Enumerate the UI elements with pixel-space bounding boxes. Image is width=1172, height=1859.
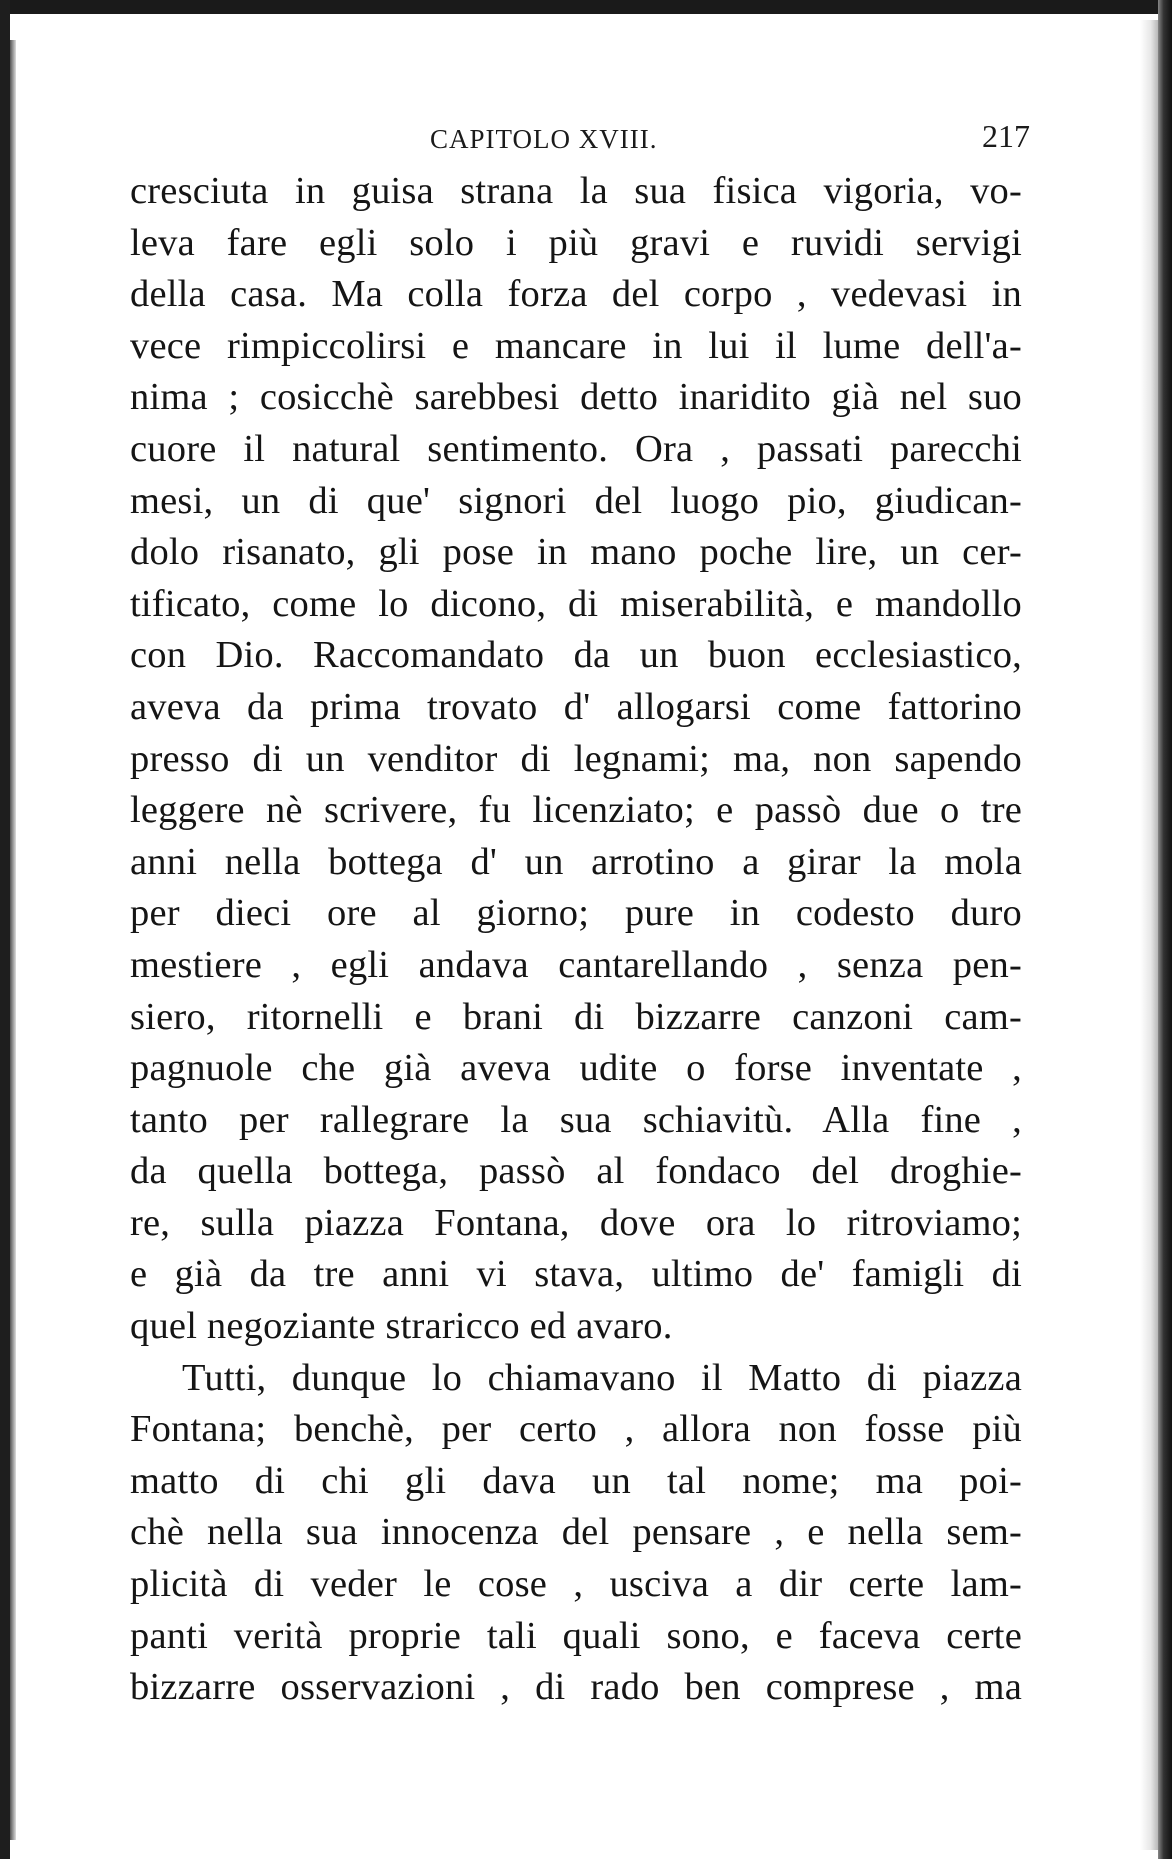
text-line: della casa. Ma colla forza del corpo , vedevasi in [130, 273, 1022, 316]
text-line: bizzarre osservazioni , di rado ben comprese , ma [130, 1666, 1022, 1709]
text-line: cresciuta in guisa strana la sua fisica vigoria, vo- [130, 170, 1022, 212]
text-line: tanto per rallegrare la sua schiavitù. Alla fine , [130, 1098, 1022, 1141]
text-line: mesi, un di que' signori del luogo pio, giudican- [130, 479, 1022, 522]
text-line: leva fare egli solo i più gravi e ruvidi servigi [130, 221, 1022, 264]
text-line: tificato, come lo dicono, di miserabilità, e mandollo [130, 582, 1022, 625]
text-line: re, sulla piazza Fontana, dove ora lo ritroviamo; [130, 1201, 1022, 1244]
text-line: nima ; cosicchè sarebbesi detto inaridito già nel suo [130, 376, 1022, 419]
text-line: leggere nè scrivere, fu licenziato; e passò due o tre [130, 789, 1022, 832]
page-header [130, 118, 1030, 162]
text-line: chè nella sua innocenza del pensare , e nella sem- [130, 1511, 1022, 1554]
text-line: siero, ritornelli e brani di bizzarre canzoni cam- [130, 995, 1022, 1038]
text-line: plicità di veder le cose , usciva a dir certe lam- [130, 1563, 1022, 1606]
text-line: quel negoziante straricco ed avaro. [130, 1305, 673, 1348]
scan-border-left [0, 0, 10, 1859]
scan-border-top [0, 0, 1172, 14]
scan-shadow-right [1140, 20, 1158, 1850]
text-line: matto di chi gli dava un tal nome; ma poi- [130, 1459, 1022, 1502]
page-number: 217 [982, 118, 1030, 154]
text-line: cuore il natural sentimento. Ora , passati parecchi [130, 427, 1022, 470]
text-line: pagnuole che già aveva udite o forse inventate , [130, 1047, 1022, 1090]
text-line: panti verità proprie tali quali sono, e faceva certe [130, 1614, 1022, 1657]
paragraph-2 [130, 1353, 1022, 1714]
text-line: presso di un venditor di legnami; ma, non sapendo [130, 737, 1022, 780]
body-text [130, 166, 1022, 1714]
text-line: per dieci ore al giorno; pure in codesto duro [130, 892, 1022, 935]
text-line: da quella bottega, passò al fondaco del droghie- [130, 1150, 1022, 1193]
text-line: con Dio. Raccomandato da un buon ecclesiastico, [130, 634, 1022, 677]
text-line: Fontana; benchè, per certo , allora non fosse più [130, 1408, 1022, 1451]
running-head: CAPITOLO XVIII. [430, 124, 658, 154]
paragraph-1 [130, 166, 1022, 1353]
text-line: Tutti, dunque lo chiamavano il Matto di piazza [182, 1356, 1022, 1399]
text-line: mestiere , egli andava cantarellando , senza pen- [130, 943, 1022, 986]
scan-border-right [1158, 0, 1172, 1859]
text-line: aveva da prima trovato d' allogarsi come fattorino [130, 685, 1022, 728]
scan-shadow-left [10, 40, 16, 1840]
text-line: e già da tre anni vi stava, ultimo de' famigli di [130, 1253, 1022, 1296]
text-line: anni nella bottega d' un arrotino a girar la mola [130, 840, 1022, 883]
text-line: dolo risanato, gli pose in mano poche lire, un cer- [130, 531, 1022, 574]
text-line: vece rimpiccolirsi e mancare in lui il lume dell'a- [130, 324, 1022, 367]
